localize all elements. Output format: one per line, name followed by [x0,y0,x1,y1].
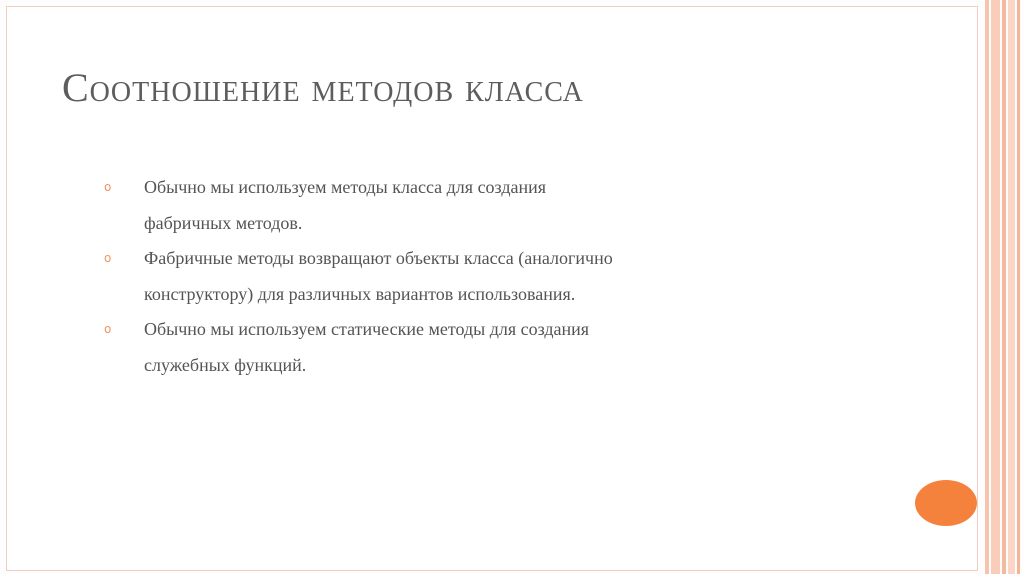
bullet-text: Обычно мы используем статические методы для создания служебных функций. [144,319,590,375]
decorative-stripe [991,0,1000,574]
bullet-item [104,312,624,383]
decorative-stripe [1017,0,1020,574]
bullet-list [104,170,624,383]
bullet-item [104,241,624,312]
bullet-marker-icon: o [104,180,112,194]
decorative-stripe [1002,0,1006,574]
bullet-text: Обычно мы используем методы класса для создания фабричных методов. [144,177,547,233]
bullet-marker-icon: o [104,322,112,336]
orange-circle-icon [915,480,977,526]
slide-title: Соотношение методов класса [62,65,584,110]
bullet-item [104,170,624,241]
decorative-stripe [1008,0,1015,574]
bullet-marker-icon: o [104,251,112,265]
decorative-stripe [985,0,989,574]
bullet-text: Фабричные методы возвращают объекты класса (аналогично конструктору) для различных вариантов использования. [144,248,613,304]
